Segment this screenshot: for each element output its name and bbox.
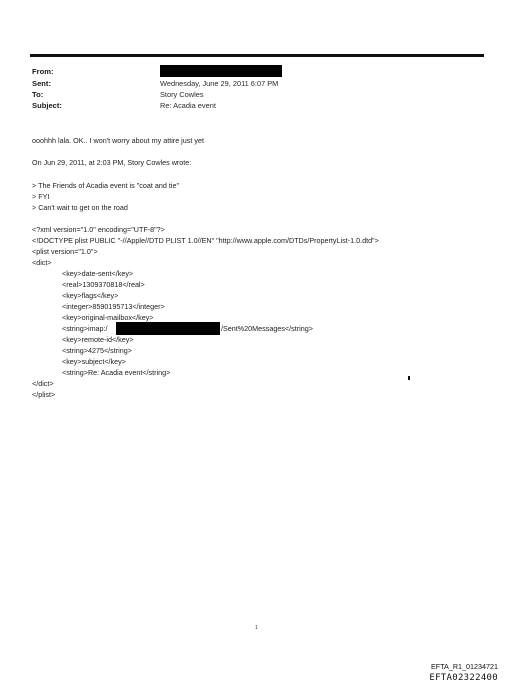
- plist-entry: <key>remote-id</key>: [62, 335, 134, 344]
- sent-value: Wednesday, June 29, 2011 6:07 PM: [160, 79, 279, 88]
- plist-entry: <integer>8590195713</integer>: [62, 302, 165, 311]
- plist-entry: <string>Re: Acadia event</string>: [62, 368, 171, 377]
- bates-stamp-secondary: EFTA02322400: [429, 673, 498, 683]
- plist-entry: <key>flags</key>: [62, 291, 119, 300]
- sent-label: Sent:: [32, 79, 51, 88]
- dict-open: <dict>: [32, 258, 52, 267]
- plist-entry: <key>date-sent</key>: [62, 269, 134, 278]
- redaction-from: [160, 65, 282, 77]
- plist-entry: <string>imap:/: [62, 324, 108, 333]
- plist-entry: <real>1309370818</real>: [62, 280, 145, 289]
- mailbox-suffix: /Sent%20Messages</string>: [221, 324, 313, 333]
- plist-entry: <key>original-mailbox</key>: [62, 313, 154, 322]
- quoted-line: > Can't wait to get on the road: [32, 203, 128, 212]
- bates-stamp-primary: EFTA_R1_01234721: [431, 662, 498, 671]
- plist-open: <plist version="1.0">: [32, 247, 98, 256]
- to-label: To:: [32, 90, 44, 99]
- quoted-line: > FYI: [32, 192, 50, 201]
- redaction-mailbox: [116, 322, 220, 335]
- dict-close: </dict>: [32, 379, 54, 388]
- xml-declaration: <?xml version="1.0" encoding="UTF-8"?>: [32, 225, 165, 234]
- plist-entry: <key>subject</key>: [62, 357, 126, 366]
- page-number: 1: [255, 625, 258, 631]
- quoted-line: > The Friends of Acadia event is "coat and tie": [32, 181, 180, 190]
- reply-text: ooohhh lala. OK.. I won't worry about my attire just yet: [32, 136, 204, 145]
- to-value: Story Cowles: [160, 90, 204, 99]
- from-label: From:: [32, 67, 54, 76]
- quote-intro: On Jun 29, 2011, at 2:03 PM, Story Cowles wrote:: [32, 158, 192, 167]
- doctype-line: <!DOCTYPE plist PUBLIC "-//Apple//DTD PLIST 1.0//EN" "http://www.apple.com/DTDs/PropertyList-1.0.dtd">: [32, 236, 379, 245]
- subject-label: Subject:: [32, 101, 62, 110]
- plist-entry: <string>4275</string>: [62, 346, 132, 355]
- plist-close: </plist>: [32, 390, 56, 399]
- subject-value: Re: Acadia event: [160, 101, 216, 110]
- stray-mark: [408, 376, 410, 380]
- header-rule: [30, 54, 484, 57]
